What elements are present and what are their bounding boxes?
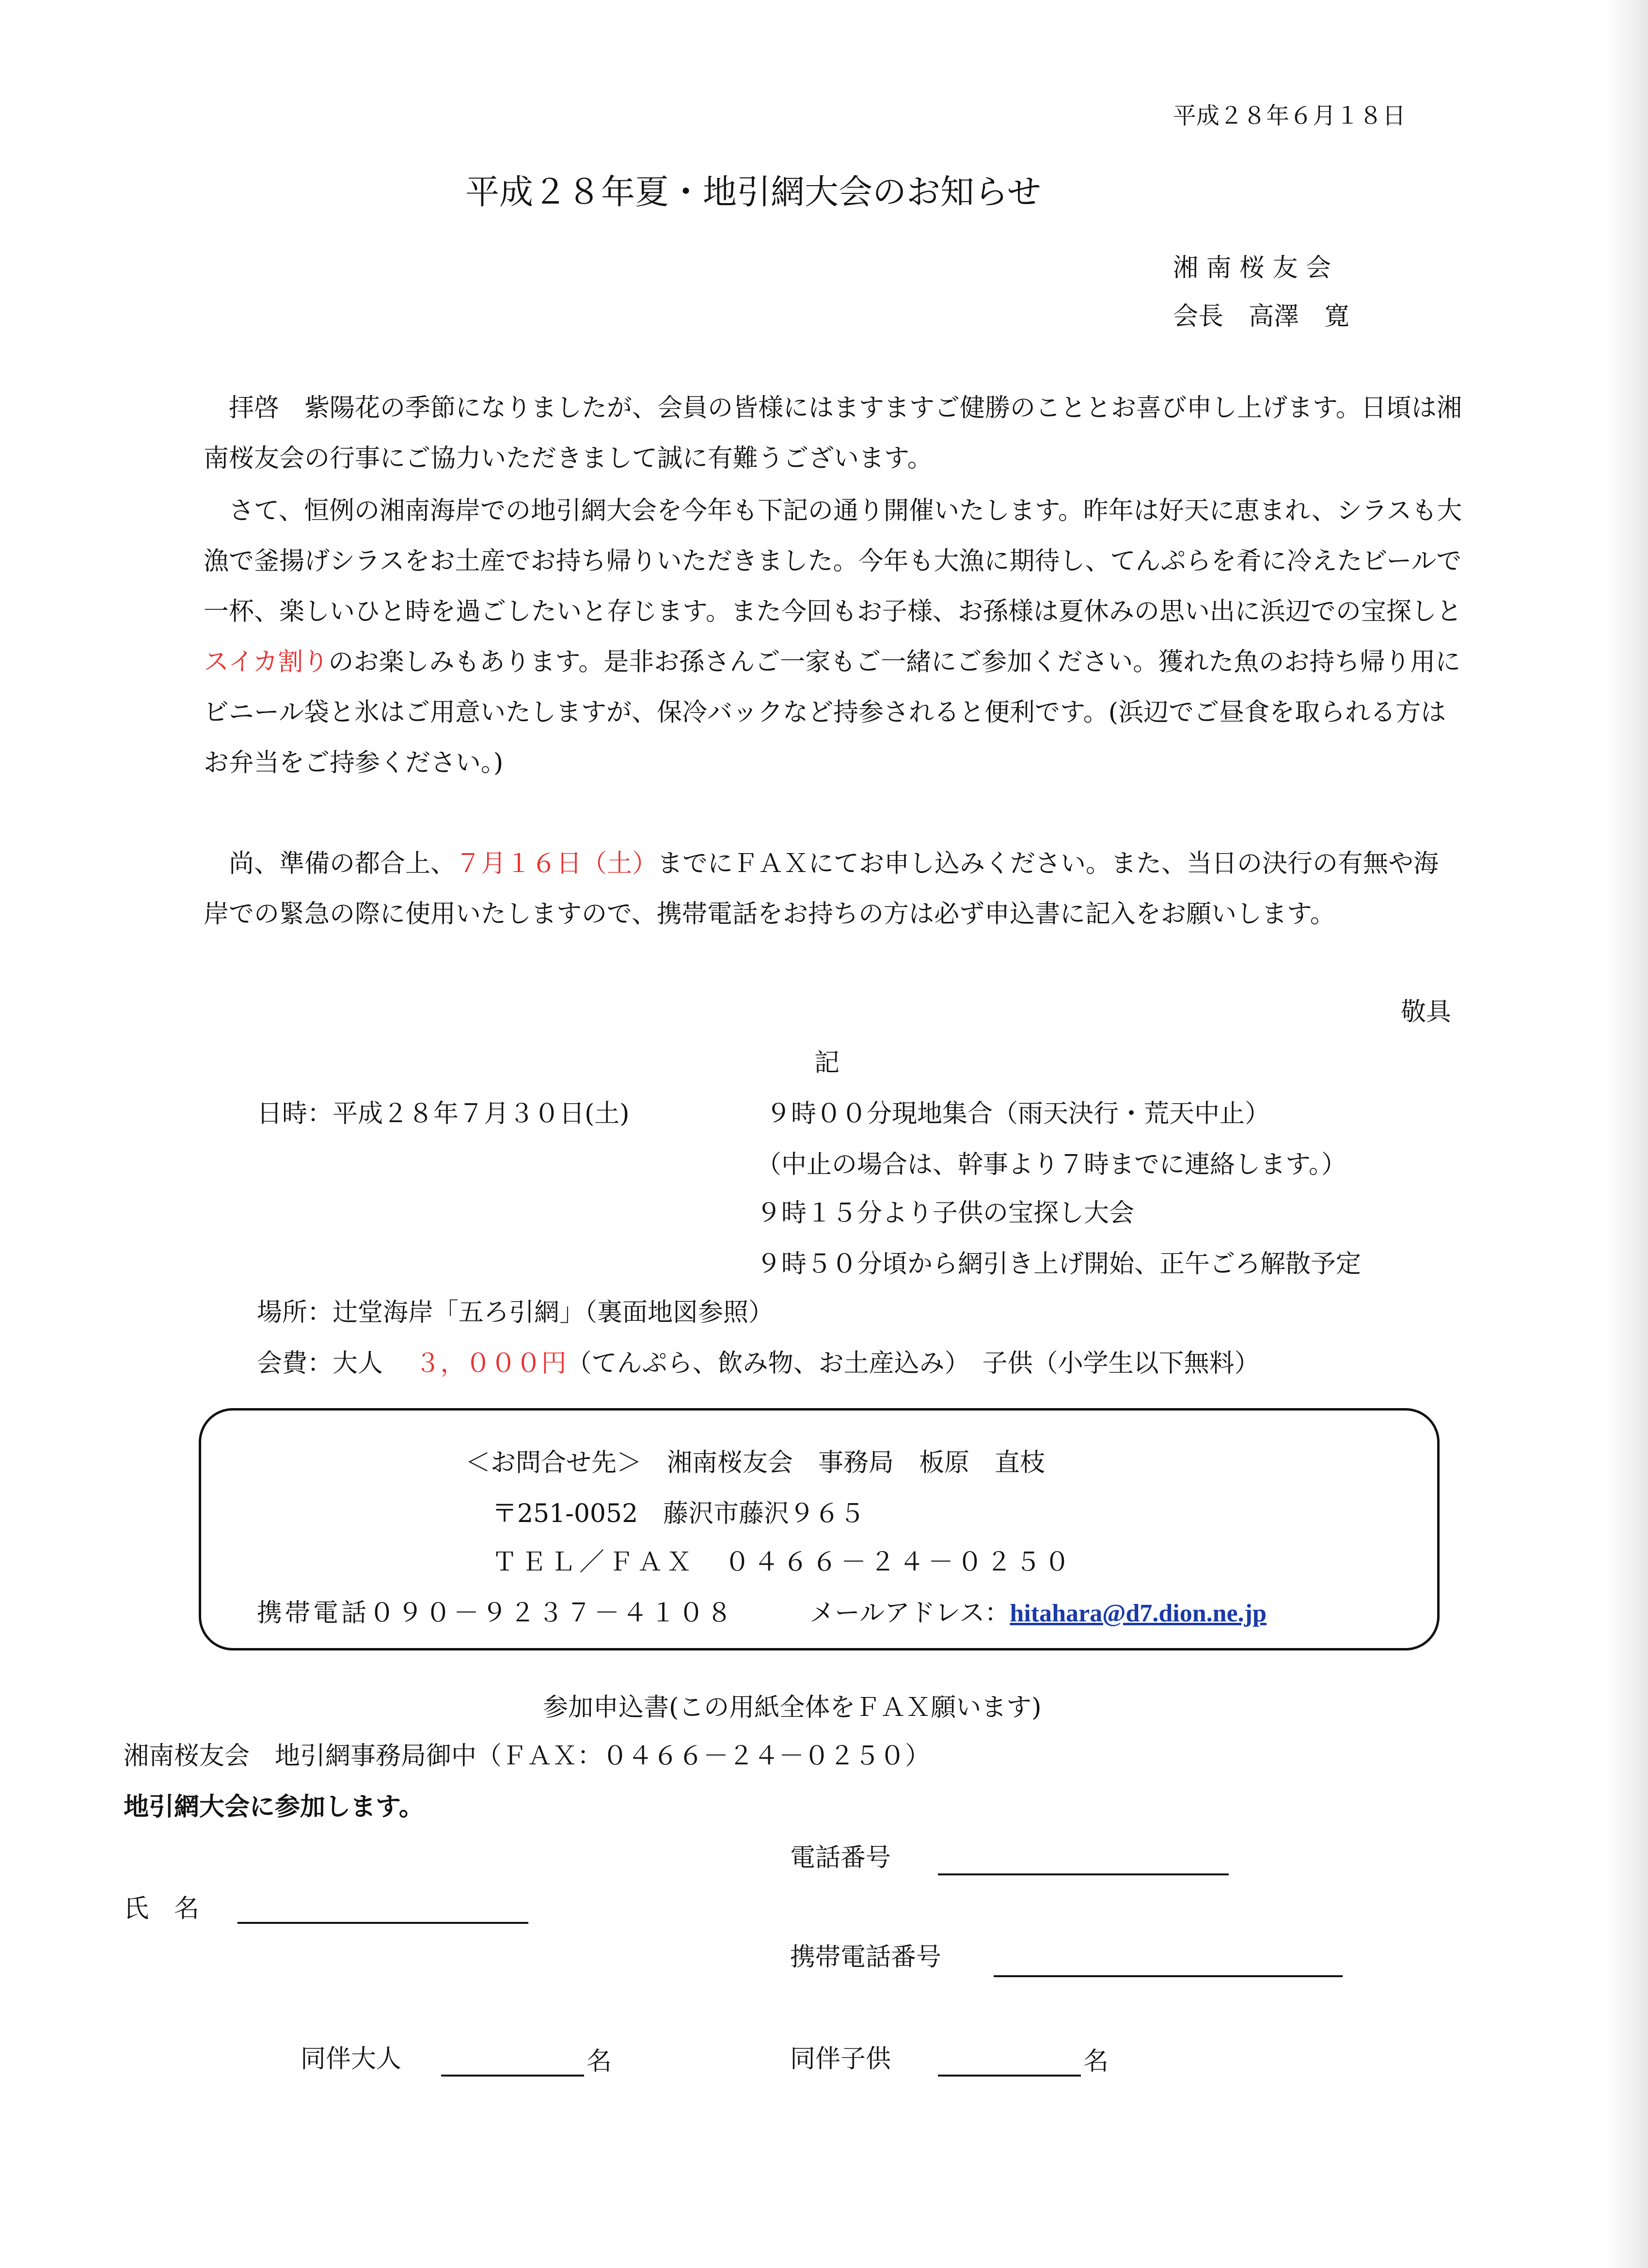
event-fee — [257, 1343, 1260, 1379]
event-text-a: さて、恒例の湘南海岸での地引網大会を今年も下記の通り開催いたします。昨年は好天に恵まれ、シラスも大漁で釜揚げシラスをお土産でお持ち帰りいただきました。今年も大漁に期待し、てんぷらを肴に冷えたビールで一杯、楽しいひと時を過ごしたいと存じます。また今回もお子様、お孫様は夏休みの思い出に浜辺での宝探しと — [204, 496, 1462, 626]
form-heading: 参加申込書(この用紙全体をＦＡＸ願います) — [543, 1693, 1042, 1722]
deadline-date-highlight: ７月１６日（土） — [456, 849, 658, 878]
watermelon-highlight: スイカ割り — [204, 648, 329, 677]
schedule-item-2: （中止の場合は、幹事より７時までに連絡します。） — [756, 1150, 1347, 1179]
contact-address: 〒251-0052 藤沢市藤沢９６５ — [492, 1499, 865, 1528]
page-title: 平成２８年夏・地引網大会のお知らせ — [465, 172, 1041, 212]
schedule-item-3: ９時１５分より子供の宝探し大会 — [756, 1199, 1135, 1228]
ki-marker: 記 — [814, 1048, 840, 1078]
schedule-item-4: ９時５０分頃から網引き上げ開始、正午ごろ解散予定 — [756, 1250, 1362, 1279]
children-blank[interactable] — [938, 2075, 1081, 2077]
name-blank[interactable] — [238, 1922, 528, 1924]
adults-blank[interactable] — [441, 2075, 584, 2077]
email-label: メールアドレス： — [809, 1599, 1010, 1628]
form-statement: 地引網大会に参加します。 — [124, 1792, 424, 1822]
contact-email-row — [809, 1592, 1267, 1629]
page-edge-shadow — [1604, 0, 1648, 2268]
phone-blank[interactable] — [938, 1873, 1229, 1875]
fee-label: 会費：大人 — [257, 1349, 383, 1378]
event-place: 場所：辻堂海岸「五ろ引網」（裏面地図参照） — [257, 1298, 774, 1327]
phone-label: 電話番号 — [790, 1843, 891, 1872]
schedule-item-1: ９時００分現地集合（雨天決行・荒天中止） — [766, 1099, 1270, 1128]
adults-unit: 名 — [586, 2047, 612, 2076]
deadline-paragraph — [204, 839, 1464, 939]
closing-word: 敬具 — [1401, 998, 1452, 1027]
event-date: 日時：平成２８年７月３０日(土) — [257, 1099, 630, 1128]
contact-mobile: 携帯電話０９０－９２３７－４１０８ — [257, 1599, 735, 1628]
organization-name: 湘 南 桜 友 会 — [1173, 254, 1331, 283]
contact-telfax: ＴＥＬ／ＦＡＸ ０４６６－２４－０２５０ — [492, 1548, 1074, 1577]
adults-label: 同伴大人 — [301, 2045, 402, 2074]
mobile-phone-blank[interactable] — [994, 1975, 1343, 1977]
form-recipient: 湘南桜友会 地引網事務局御中（ＦＡＸ：０４６６－２４－０２５０） — [124, 1742, 931, 1771]
children-unit: 名 — [1083, 2047, 1109, 2076]
fee-amount: ３，０００円 — [415, 1349, 567, 1378]
greeting-text: 拝啓 紫陽花の季節になりましたが、会員の皆様にはますますご健勝のこととお喜び申し上げます。日頃は湘南桜友会の行事にご協力いただきまして誠に有難うございます。 — [204, 394, 1462, 473]
president-name: 会長 高澤 寛 — [1173, 302, 1350, 331]
deadline-text-b: までにＦＡＸにてお申し込みください。また、当日の決行の有無や海岸での緊急の際に使用いたしますので、携帯電話をお持ちの方は必ず申込書に記入をお願いします。 — [204, 849, 1439, 929]
issue-date: 平成２８年６月１８日 — [1173, 102, 1406, 129]
fee-details: （てんぷら、飲み物、お土産込み） 子供（小学生以下無料） — [566, 1349, 1260, 1378]
deadline-text-a: 尚、準備の都合上、 — [229, 849, 456, 878]
greeting-paragraph — [204, 383, 1464, 484]
event-paragraph — [204, 486, 1464, 788]
children-label: 同伴子供 — [790, 2045, 891, 2074]
mobile-phone-label: 携帯電話番号 — [790, 1943, 942, 1972]
name-label: 氏 名 — [124, 1894, 200, 1923]
event-text-b: のお楽しみもあります。是非お孫さんご一家もご一緒にご参加ください。獲れた魚のお持ち帰り用にビニール袋と氷はご用意いたしますが、保冷バックなど持参されると便利です。(浜辺でご昼食を取られる方はお弁当をご持参ください。) — [204, 648, 1461, 777]
contact-heading: ＜お問合せ先＞ 湘南桜友会 事務局 板原 直枝 — [465, 1448, 1046, 1477]
email-link[interactable]: hitahara@d7.dion.ne.jp — [1010, 1600, 1267, 1627]
